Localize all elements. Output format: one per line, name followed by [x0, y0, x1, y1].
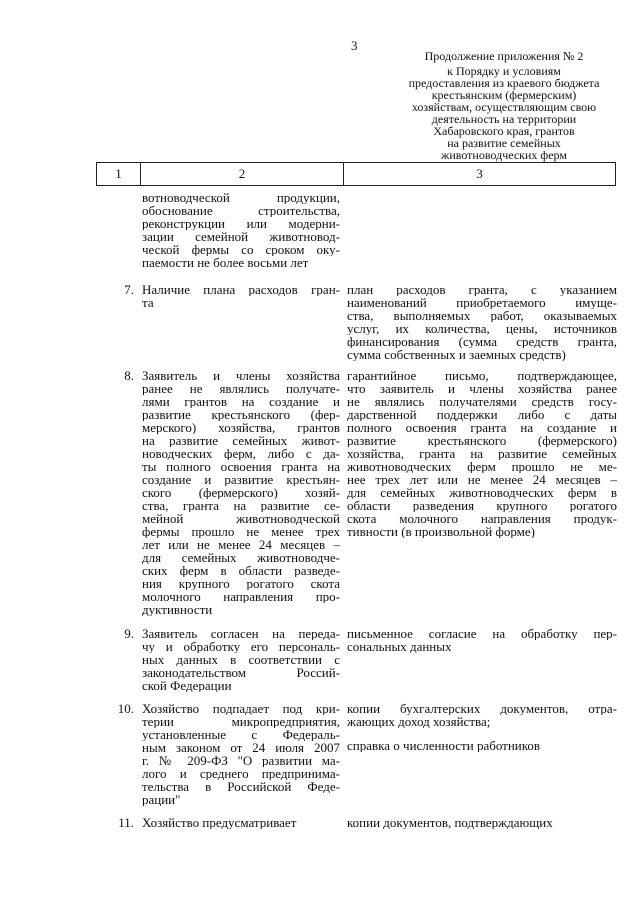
text-line: не являлись получателями средств госу- [347, 395, 617, 408]
document-text [347, 627, 617, 653]
text-line: услуг, их количества, цены, источников [347, 322, 617, 335]
text-line: та [142, 296, 154, 309]
requirement-text [142, 369, 340, 616]
text-line: Заявитель согласен на переда- [142, 627, 340, 640]
text-line: мерского) хозяйства, грантов [142, 421, 340, 434]
page-number: 3 [351, 38, 358, 53]
text-line: нее трех лет или не менее 24 месяцев – [347, 473, 617, 486]
header-line: деятельность на территории [431, 112, 577, 126]
text-line: для семейных животноводче- [142, 551, 340, 564]
text-line: обоснование строительства, [142, 204, 340, 217]
requirement-text [142, 627, 340, 692]
document-text [347, 369, 617, 538]
text-line: лями грантов на создание и [142, 395, 340, 408]
document-text [347, 816, 617, 829]
text-line: ты полного освоения гранта на [142, 460, 340, 473]
text-line: копии документов, подтверждающих [347, 816, 553, 829]
text-line: области разведения крупного рогатого [347, 499, 617, 512]
text-line: наименований приобретаемого имуще- [347, 296, 617, 309]
text-line: гарантийное письмо, подтверждающее, [347, 369, 617, 382]
text-line: ранее не являлись получате- [142, 382, 340, 395]
text-line: ческой фермы со сроком оку- [142, 243, 340, 256]
text-line: рации" [142, 793, 181, 806]
column-header-2: 2 [141, 163, 344, 185]
requirement-text [142, 283, 340, 309]
text-line: ских ферм в области разведе- [142, 564, 340, 577]
text-line: полного освоения гранта на создание и [347, 421, 617, 434]
text-line: Наличие плана расходов гран- [142, 283, 340, 296]
text-line: фермы прошло не менее трех [142, 525, 340, 538]
text-line: установленные с Федераль- [142, 728, 340, 741]
text-line: сональных данных [347, 640, 452, 653]
column-header-3: 3 [476, 166, 483, 181]
text-line: лет или не менее 24 месяцев – [142, 538, 340, 551]
header-line: к Порядку и условиям [447, 64, 561, 78]
text-line: что заявитель и члены хозяйства ранее [347, 382, 617, 395]
text-line: лого и среднего предпринима- [142, 767, 340, 780]
text-line: г. № 209-ФЗ "О развитии ма- [142, 754, 340, 767]
text-line: жающих доход хозяйства; [347, 715, 491, 728]
header-line: хозяйствам, осуществляющим свою [411, 100, 597, 114]
document-text [347, 283, 617, 361]
text-line: ным законом от 24 июля 2007 [142, 741, 340, 754]
text-line: законодательством Россий- [142, 666, 340, 679]
text-line: мейной животноводческой [142, 512, 340, 525]
row-number: 8. [124, 368, 134, 383]
text-line: тивности (в произвольной форме) [347, 525, 535, 538]
text-line: ства, выполняемых работ, оказываемых [347, 309, 617, 322]
text-line: на развитие семейных живот- [142, 434, 340, 447]
text-line: план расходов гранта, с указанием [347, 283, 617, 296]
text-line: справка о численности работников [347, 739, 541, 752]
text-line: реконструкции или модерни- [142, 217, 340, 230]
document-text [347, 702, 617, 728]
text-line: тельства в Российской Феде- [142, 780, 340, 793]
document-text [347, 739, 617, 752]
text-line: Заявитель и члены хозяйства [142, 369, 340, 382]
text-line: вотноводческой продукции, [142, 191, 340, 204]
text-line: развитие крестьянского (фер- [142, 408, 340, 421]
text-line: сумма собственных и заемных средств) [347, 348, 566, 361]
text-line: хозяйства, гранта на развитие семейных [347, 447, 617, 460]
header-line: Хабаровского края, грантов [433, 124, 575, 138]
header-line: предоставления из краевого бюджета [408, 76, 600, 90]
row-number: 10. [117, 701, 134, 716]
text-line: чу и обработку его персональ- [142, 640, 340, 653]
column-header-1: 1 [97, 163, 141, 185]
text-line: создание и развитие крестьян- [142, 473, 340, 486]
text-line: молочного направления про- [142, 590, 340, 603]
requirement-text [142, 816, 340, 829]
text-line: ской Федерации [142, 679, 232, 692]
row-number: 11. [118, 815, 134, 830]
text-line: развитие крестьянского (фермерского) [347, 434, 617, 447]
text-line: финансирования (сумма средств гранта, [347, 335, 617, 348]
text-line: копии бухгалтерских документов, отра- [347, 702, 617, 715]
text-line: дарственной поддержки либо с даты [347, 408, 617, 421]
row-number: 7. [124, 282, 134, 297]
header-line: Продолжение приложения № 2 [424, 49, 584, 63]
table-header [96, 162, 616, 186]
header-line: крестьянским (фермерским) [431, 88, 577, 102]
requirement-text [142, 191, 340, 269]
text-line: Хозяйство подпадает под кри- [142, 702, 340, 715]
text-line: для семейных животноводческих ферм в [347, 486, 617, 499]
header-line: на развитие семейных [447, 136, 561, 150]
header-line: животноводческих ферм [441, 148, 567, 162]
text-line: Хозяйство предусматривает [142, 816, 297, 829]
text-line: ных данных в соответствии с [142, 653, 340, 666]
text-line: терии микропредприятия, [142, 715, 340, 728]
text-line: дуктивности [142, 603, 213, 616]
text-line: ства, гранта на развитие се- [142, 499, 340, 512]
text-line: ского (фермерского) хозяй- [142, 486, 340, 499]
text-line: зации семейной животновод- [142, 230, 340, 243]
text-line: паемости не более восьми лет [142, 256, 309, 269]
text-line: письменное согласие на обработку пер- [347, 627, 617, 640]
row-number: 9. [124, 626, 134, 641]
text-line: животноводческих ферм прошло не ме- [347, 460, 617, 473]
text-line: ния крупного рогатого скота [142, 577, 340, 590]
appendix-header [400, 50, 608, 161]
text-line: новодческих ферм, либо с да- [142, 447, 340, 460]
text-line: скота молочного направления продук- [347, 512, 617, 525]
requirement-text [142, 702, 340, 806]
